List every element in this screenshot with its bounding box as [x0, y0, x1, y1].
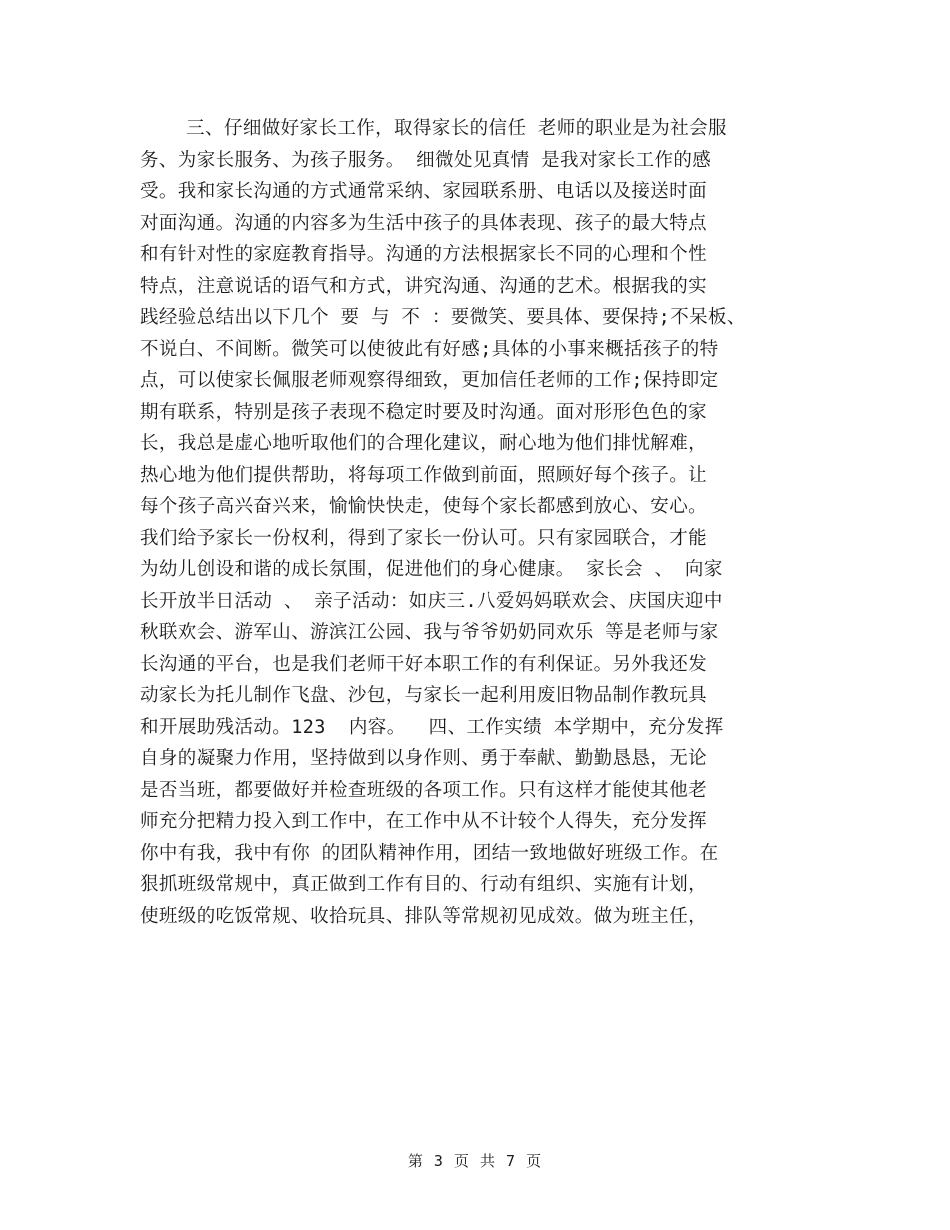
text-line: 热心地为他们提供帮助，将每项工作做到前面，照顾好每个孩子。让: [140, 464, 708, 486]
text-line: 和开展助残活动。123 内容。 四、工作实绩 本学期中，充分发挥: [140, 716, 724, 738]
text-line: 受。我和家长沟通的方式通常采纳、家园联系册、电话以及接送时面: [140, 181, 708, 202]
page-number-footer: 第 3 页 共 7 页: [407, 1152, 543, 1170]
text-line: 我们给予家长一份权利，得到了家长一份认可。只有家园联合，才能: [140, 527, 708, 549]
text-line: 狠抓班级常规中，真正做到工作有目的、行动有组织、实施有计划，: [140, 874, 708, 895]
text-line: 长，我总是虚心地听取他们的合理化建议，耐心地为他们排忧解难，: [140, 433, 708, 454]
text-line: 为幼儿创设和谐的成长氛围，促进他们的身心健康。 家长会 、 向家: [140, 559, 723, 580]
text-line: 每个孩子高兴奋兴来，愉愉快快走，使每个家长都感到放心、安心。: [140, 496, 708, 517]
text-line: 长沟通的平台，也是我们老师干好本职工作的有利保证。另外我还发: [140, 653, 708, 675]
text-line: 对面沟通。沟通的内容多为生活中孩子的具体表现、孩子的最大特点: [140, 212, 708, 234]
text-line: 自身的凝聚力作用，坚持做到以身作则、勇于奉献、勤勤恳恳，无论: [140, 748, 708, 769]
text-line: 期有联系，特别是孩子表现不稳定时要及时沟通。面对形形色色的家: [140, 401, 708, 423]
text-line: 动家长为托儿制作飞盘、沙包，与家长一起利用废旧物品制作教玩具: [140, 685, 708, 706]
text-line: 特点，注意说话的语气和方式，讲究沟通、沟通的艺术。根据我的实: [140, 275, 708, 297]
text-line: 师充分把精力投入到工作中，在工作中从不计较个人得失，充分发挥: [140, 811, 708, 832]
text-line: 务、为家长服务、为孩子服务。 细微处见真情 是我对家长工作的感: [140, 149, 712, 171]
text-line: 三、仔细做好家长工作，取得家长的信任 老师的职业是为社会服: [140, 118, 727, 139]
text-line: 不说白、不间断。微笑可以使彼此有好感;具体的小事来概括孩子的特: [140, 338, 719, 360]
body-text: [140, 113, 820, 932]
text-line: 使班级的吃饭常规、收拾玩具、排队等常规初见成效。做为班主任，: [140, 905, 708, 927]
text-line: 是否当班，都要做好并检查班级的各项工作。只有这样才能使其他老: [140, 779, 708, 801]
text-line: 点，可以使家长佩服老师观察得细致，更加信任老师的工作;保持即定: [140, 370, 719, 391]
text-line: 和有针对性的家庭教育指导。沟通的方法根据家长不同的心理和个性: [140, 244, 708, 265]
text-line: 你中有我，我中有你 的团队精神作用，团结一致地做好班级工作。在: [140, 842, 719, 864]
text-line: 秋联欢会、游军山、游滨江公园、我与爷爷奶奶同欢乐 等是老师与家: [140, 622, 719, 643]
text-line: 长开放半日活动 、 亲子活动：如庆三.八爱妈妈联欢会、庆国庆迎中: [140, 590, 723, 612]
text-line: 践经验总结出以下几个 要 与 不 ：要微笑、要具体、要保持;不呆板、: [140, 307, 746, 328]
